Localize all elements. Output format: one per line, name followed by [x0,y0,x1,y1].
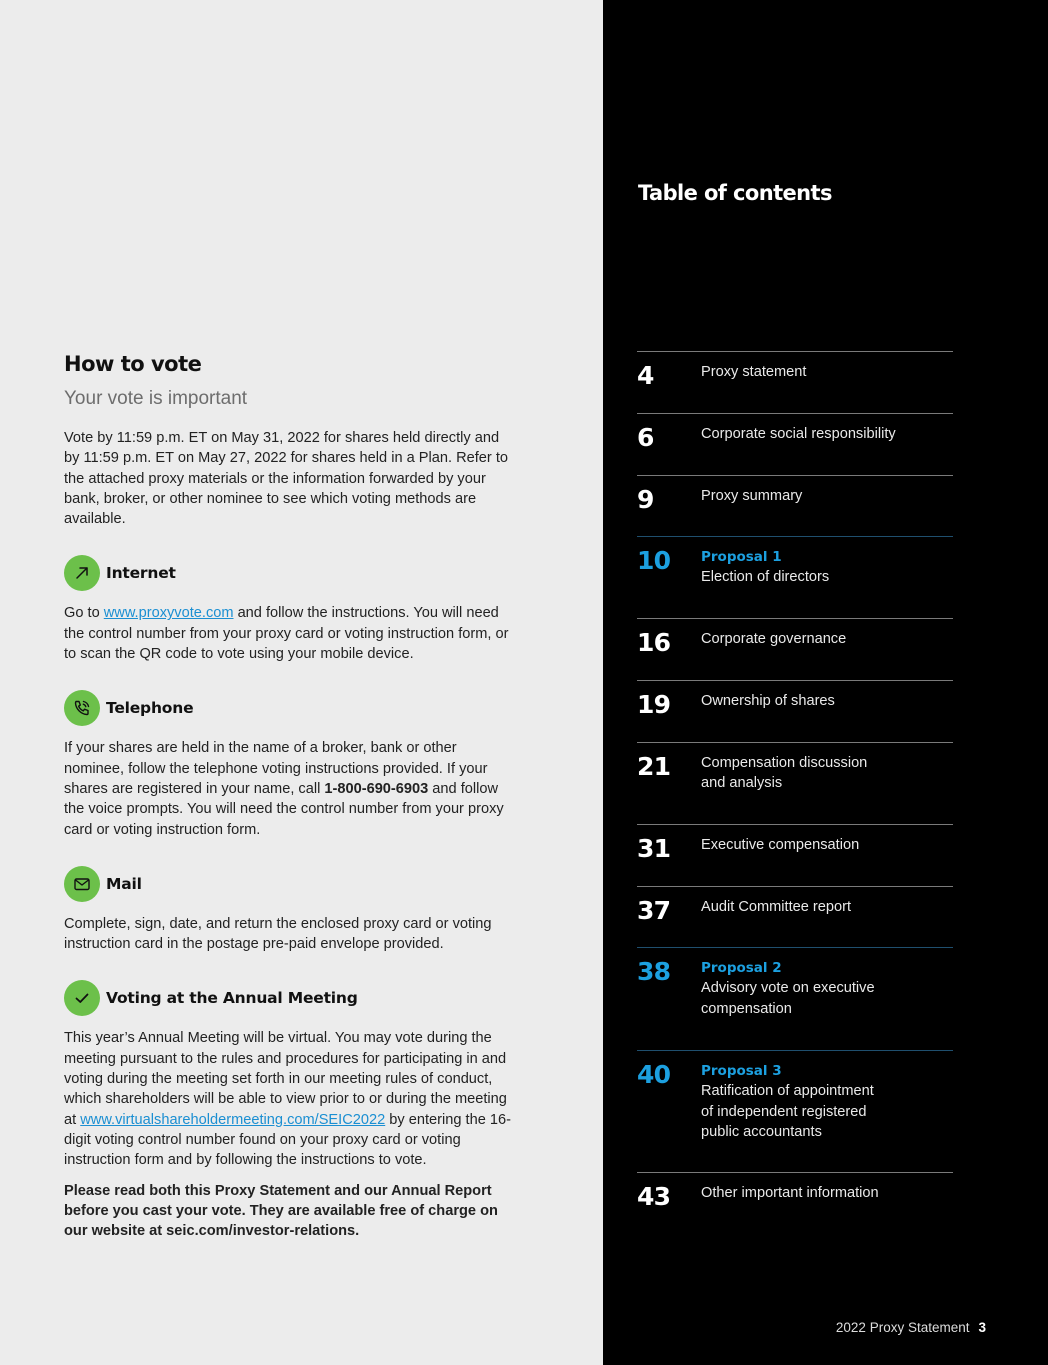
toc-entry-title: Executive compensation [701,837,860,853]
checkmark-icon [64,980,100,1016]
virtual-meeting-link[interactable]: www.virtualshareholdermeeting.com/SEIC2022 [80,1111,386,1128]
telephone-title: Telephone [106,699,194,718]
toc-page-number: 19 [637,690,671,719]
toc-proposal-label: Proposal 2 [701,960,782,976]
arrow-up-right-icon [64,555,100,591]
toc-entry-title-line-1: Ratification of appointment [701,1083,874,1100]
toc-entry[interactable] [637,413,953,475]
how-to-vote-title: How to vote [64,352,202,376]
phone-icon [64,690,100,726]
toc-entry-title: Proxy statement [701,364,807,380]
table-of-contents [637,351,953,1232]
how-to-vote-intro: Vote by 11:59 p.m. ET on May 31, 2022 for shares held directly and by 11:59 p.m. ET on May 27, 2022 for shares held in a Plan. Refer to the attached proxy materials or the information forwarded by your bank, broker, or other nominee to see which voting methods are available. [64,430,509,528]
toc-page-number: 21 [637,752,671,781]
proxyvote-link[interactable]: www.proxyvote.com [103,605,234,622]
how-to-vote-section [64,350,512,1241]
toc-entry-title: Election of directors [701,569,830,586]
toc-entry-title-line-2: and analysis [701,775,783,792]
toc-page-number: 37 [637,896,671,925]
toc-entry[interactable] [637,742,953,824]
toc-page-number: 10 [637,546,671,575]
toc-entry-title: Corporate governance [701,631,847,647]
toc-entry-title: Proxy summary [701,488,803,504]
toc-page-number: 6 [637,423,654,452]
telephone-method [64,690,512,839]
meeting-text: This year’s Annual Meeting will be virtual. You may vote during the meeting pursuant to the rules and procedures for participating in and voting during the meeting set forth in our meeting rules of conduct, which shareholders will be able to view prior to or during the meeting at www.virtualshareholdermeeting.com/SEIC2022 by entering the 16-digit voting control number found on your proxy card or voting instruction form and by following the instructions to vote. [64,1030,511,1169]
internet-text: Go to www.proxyvote.com and follow the instructions. You will need the control number from your proxy card or voting instruction form, or to scan the QR code to vote using your mobile device. [64,605,509,663]
telephone-text: If your shares are held in the name of a broker, bank or other nominee, follow the telephone voting instructions provided. If your shares are registered in your name, call 1-800-690-6903 and follow the voice prompts. You will need the control number from your proxy card or voting instruction form. [64,740,504,838]
toc-entry[interactable] [637,1172,953,1232]
mail-title: Mail [106,874,142,893]
toc-entry-title: Audit Committee report [701,899,852,915]
toc-entry-title-line-2: compensation [701,1000,792,1017]
toc-page-number: 16 [637,628,671,657]
toc-page-number: 43 [637,1182,671,1211]
internet-title: Internet [106,564,176,583]
toc-entry-title-line-3: public accountants [701,1123,822,1140]
phone-number: 1-800-690-6903 [324,780,429,797]
toc-entry[interactable] [637,824,953,886]
toc-entry[interactable] [637,680,953,742]
toc-entry-title-line-2: of independent registered [701,1103,867,1120]
toc-entry-proposal-2[interactable] [637,947,953,1050]
toc-page-number: 9 [637,485,654,514]
toc-page-number: 4 [637,361,654,390]
toc-title: Table of contents [638,181,832,205]
toc-entry-proposal-3[interactable] [637,1050,953,1172]
closing-note: Please read both this Proxy Statement and our Annual Report before you cast your vote. They are available free of charge on our website at seic.com/investor-relations. [64,1182,498,1240]
footer-label: 2022 Proxy Statement [835,1320,970,1335]
meeting-method [64,980,512,1170]
toc-page-number: 31 [637,834,671,863]
toc-entry-proposal-1[interactable] [637,536,953,618]
meeting-title: Voting at the Annual Meeting [106,989,358,1008]
internet-method [64,555,512,664]
mail-method [64,866,512,955]
toc-page-number: 38 [637,957,671,986]
envelope-icon [64,866,100,902]
toc-proposal-label: Proposal 1 [701,549,782,565]
page-number: 3 [978,1320,986,1335]
page-footer [836,1320,986,1335]
toc-entry-title: Other important information [701,1185,879,1201]
toc-page-number: 40 [637,1060,671,1089]
how-to-vote-subtitle: Your vote is important [64,388,248,409]
toc-entry-title-line-1: Advisory vote on executive [701,980,875,997]
toc-proposal-label: Proposal 3 [701,1063,782,1079]
toc-entry[interactable] [637,475,953,536]
mail-text: Complete, sign, date, and return the enclosed proxy card or voting instruction card in the postage pre-paid envelope provided. [64,915,492,953]
toc-entry[interactable] [637,351,953,413]
toc-entry-title: Corporate social responsibility [701,426,896,442]
toc-entry[interactable] [637,618,953,680]
toc-entry[interactable] [637,886,953,947]
toc-entry-title-line-1: Compensation discussion [701,755,868,771]
toc-entry-title: Ownership of shares [701,693,835,709]
